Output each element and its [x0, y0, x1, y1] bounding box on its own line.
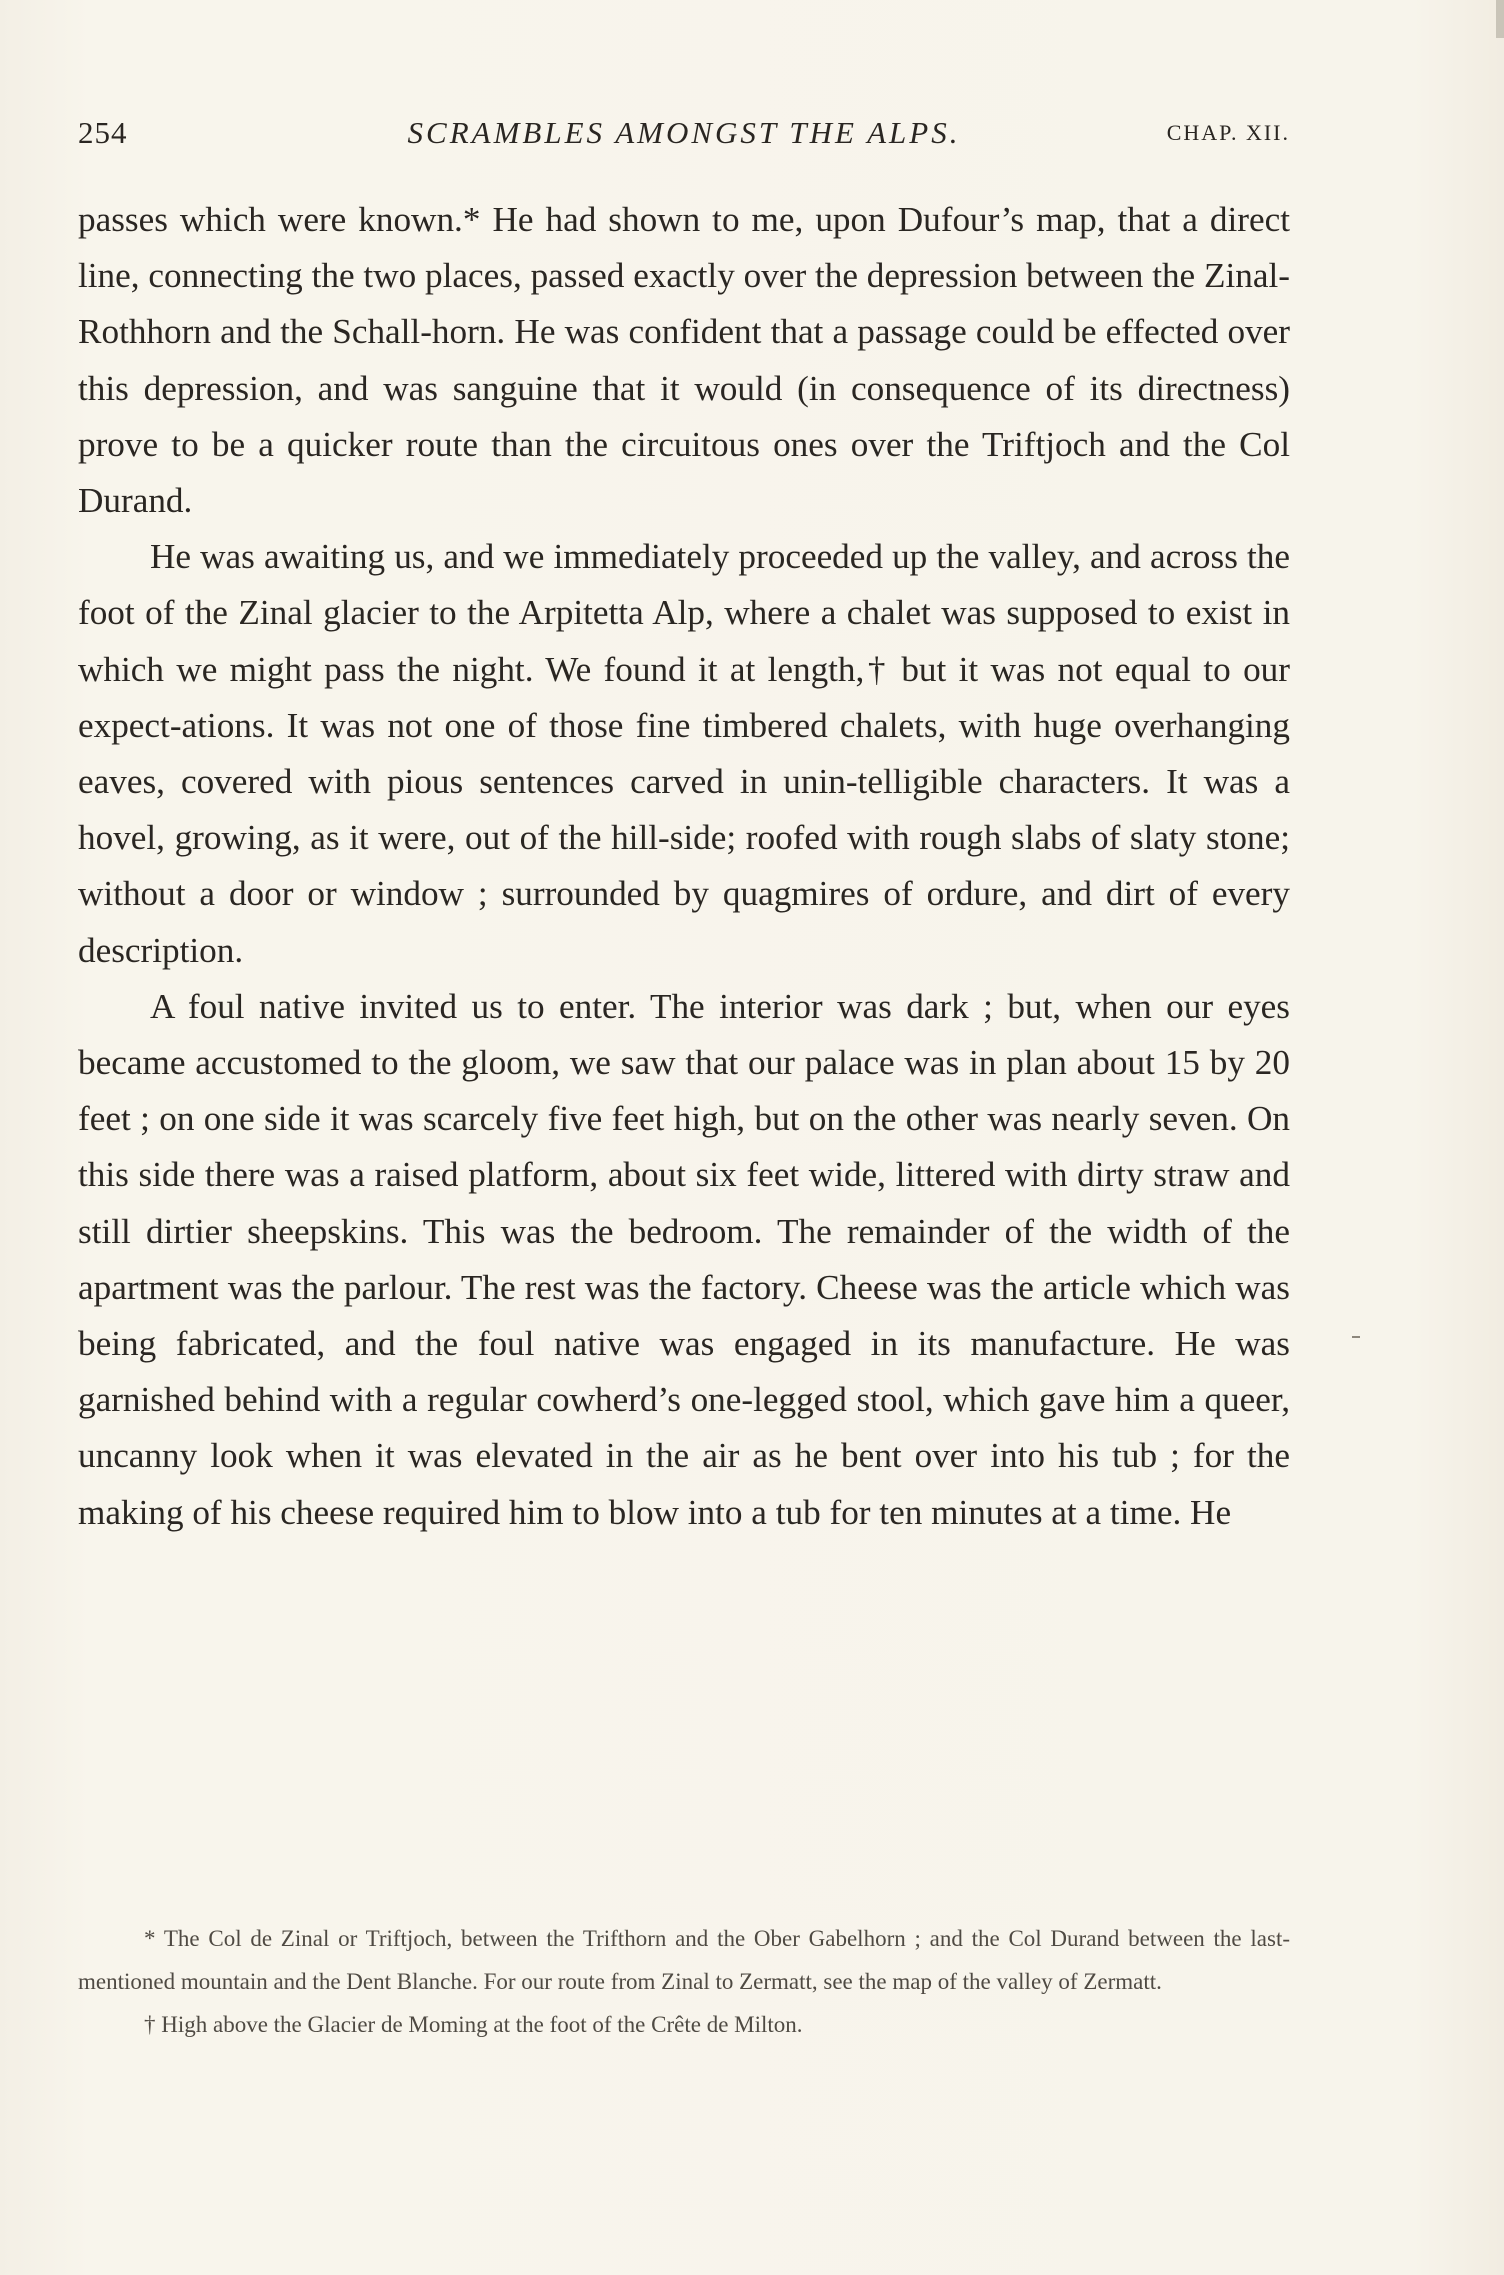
paragraph-1: passes which were known.* He had shown to me, upon Dufour’s map, that a direct line, connecting the two places, passed exactly over the depression between the Zinal-Rothhorn and the Schall-horn. He was confident that a passage could be effected over this depression, and was sanguine that it would (in consequence of its directness) prove to be a quicker route than the circuitous ones over the Triftjoch and the Col Durand.: [78, 200, 1290, 521]
chapter-label: CHAP. XII.: [1166, 120, 1290, 145]
footnote-asterisk: * The Col de Zinal or Triftjoch, between the Trifthorn and the Ober Gabelhorn ; and the Col Durand between the last-mentioned mountain and the Dent Blanche. For our route from Zinal to Zermatt, see the map of the valley of Zermatt.: [78, 1926, 1290, 1994]
page-header: [78, 108, 1290, 158]
page-edge-shadow: [1496, 0, 1504, 38]
scan-speck: [1352, 1336, 1360, 1338]
paragraph-2: He was awaiting us, and we immediately proceeded up the valley, and across the foot of the Zinal glacier to the Arpitetta Alp, where a chalet was supposed to exist in which we might pass the night. We found it at length,† but it was not equal to our expect-ations. It was not one of those fine timbered chalets, with huge overhanging eaves, covered with pious sentences carved in unin-telligible characters. It was a hovel, growing, as it were, out of the hill-side; roofed with rough slabs of slaty stone; without a door or window ; surrounded by quagmires of ordure, and dirt of every description.: [78, 537, 1290, 970]
body-text: [78, 192, 1290, 1541]
page-number: 254: [78, 115, 128, 150]
running-title: SCRAMBLES AMONGST THE ALPS.: [407, 115, 961, 150]
footnote-dagger: † High above the Glacier de Moming at the foot of the Crête de Milton.: [144, 2012, 803, 2037]
footnotes: [78, 1917, 1290, 2046]
paragraph-3: A foul native invited us to enter. The interior was dark ; but, when our eyes became accustomed to the gloom, we saw that our palace was in plan about 15 by 20 feet ; on one side it was scarcely five feet high, but on the other was nearly seven. On this side there was a raised platform, about six feet wide, littered with dirty straw and still dirtier sheepskins. This was the bedroom. The remainder of the width of the apartment was the parlour. The rest was the factory. Cheese was the article which was being fabricated, and the foul native was engaged in its manufacture. He was garnished behind with a regular cowherd’s one-legged stool, which gave him a queer, uncanny look when it was elevated in the air as he bent over into his tub ; for the making of his cheese required him to blow into a tub for ten minutes at a time. He: [78, 986, 1290, 1532]
